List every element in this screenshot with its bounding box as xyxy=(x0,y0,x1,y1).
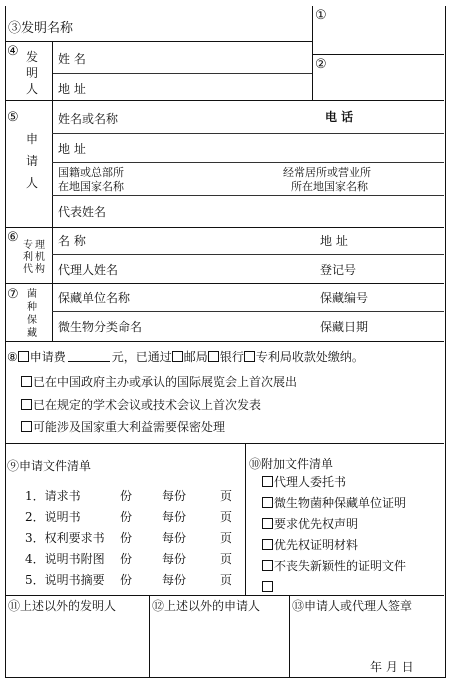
line-after-agency xyxy=(5,283,444,284)
doc-item-copies-unit: 份 xyxy=(120,531,133,545)
applicant-nationality-line1: 国籍或总部所 xyxy=(58,166,124,179)
attachment-label: 要求优先权声明 xyxy=(274,517,359,531)
strain-unit-label: 保藏单位名称 xyxy=(58,291,131,305)
line-after-inventor xyxy=(5,100,444,101)
office-checkbox[interactable] xyxy=(244,351,255,362)
attachment-item xyxy=(262,496,406,510)
doc-item-pages-unit: 页 xyxy=(220,510,233,524)
attachment-label: 微生物菌种保藏单位证明 xyxy=(274,496,407,510)
fee-label: 申请费 xyxy=(29,350,66,364)
attachment-label: 不丧失新颖性的证明文件 xyxy=(274,559,407,573)
doc-item-pages-unit: 页 xyxy=(220,552,233,566)
agent-name-label: 代理人姓名 xyxy=(58,263,119,277)
attachment-checkbox[interactable] xyxy=(262,476,273,487)
fee-amount-blank[interactable] xyxy=(68,351,110,362)
attachment-checkbox[interactable] xyxy=(262,497,273,508)
secrecy-checkbox[interactable] xyxy=(21,421,32,432)
doc-item-label: 3．权利要求书 xyxy=(25,531,105,545)
post-label: 邮局 xyxy=(183,350,208,364)
line-inventor-mid xyxy=(52,73,312,74)
fees-option-1 xyxy=(21,375,297,389)
header-mid-line xyxy=(312,54,444,55)
footer-divider-1 xyxy=(149,595,150,677)
fee-checkbox[interactable] xyxy=(18,351,29,362)
strain-number: ⑦ xyxy=(7,287,19,302)
fees-option-3 xyxy=(21,420,225,434)
attachment-item xyxy=(262,538,358,552)
fees-line-1 xyxy=(7,350,364,364)
attachment-item xyxy=(262,559,406,573)
doc-item-per-copy: 每份 xyxy=(162,510,187,524)
fee-paid-via: 元，已通过 xyxy=(111,350,172,364)
other-inventors-label: ⑪上述以外的发明人 xyxy=(8,599,117,613)
applicant-name-label: 姓名或名称 xyxy=(58,112,119,126)
doc-item-copies-unit: 份 xyxy=(120,573,133,587)
agency-number: ⑥ xyxy=(7,230,19,245)
exhibition-label: 已在中国政府主办或承认的国际展览会上首次展出 xyxy=(33,375,298,389)
doc-item-per-copy: 每份 xyxy=(162,531,187,545)
strain-deposit-no-label: 保藏编号 xyxy=(320,291,369,305)
applicant-residence-line2: 所在地国家名称 xyxy=(291,180,368,193)
inventor-vertical-label: 发明人 xyxy=(25,50,38,96)
doc-item-label: 5．说明书摘要 xyxy=(25,573,105,587)
footer-divider-2 xyxy=(289,595,290,677)
inventor-label-divider xyxy=(52,41,53,100)
line-after-strain xyxy=(5,341,444,342)
applicant-vertical-label: 申请人 xyxy=(25,132,38,190)
field-1-number: ① xyxy=(315,8,327,23)
doc-item-pages-unit: 页 xyxy=(220,489,233,503)
doc-item-per-copy: 每份 xyxy=(162,573,187,587)
inventor-number: ④ xyxy=(7,44,19,59)
attachment-checkbox[interactable] xyxy=(262,560,273,571)
doc-item-pages-unit: 页 xyxy=(220,573,233,587)
header-divider xyxy=(312,6,313,100)
line-strain-1 xyxy=(52,311,444,312)
attachment-checkbox[interactable] xyxy=(262,581,273,592)
line-applicant-3 xyxy=(52,195,444,196)
line-applicant-1 xyxy=(52,133,444,134)
attachment-item xyxy=(262,475,346,489)
doc-item-copies-unit: 份 xyxy=(120,510,133,524)
attachment-label: 代理人委托书 xyxy=(274,475,347,489)
line-after-applicant xyxy=(5,227,444,228)
field-2-number: ② xyxy=(315,57,327,72)
doc-item-pages-unit: 页 xyxy=(220,531,233,545)
bank-label: 银行 xyxy=(219,350,244,364)
applicant-nationality-line2: 在地国家名称 xyxy=(58,180,124,193)
agency-name-label: 名 称 xyxy=(58,234,86,248)
agency-label-divider xyxy=(52,227,53,341)
doc-item-label: 2．说明书 xyxy=(25,510,81,524)
signature-label: ⑬申请人或代理人签章 xyxy=(292,599,413,613)
line-agency-1 xyxy=(52,254,444,255)
applicant-rep-label: 代表姓名 xyxy=(58,205,107,219)
office-label: 专利局收款处缴纳。 xyxy=(255,350,364,364)
strain-classification-label: 微生物分类命名 xyxy=(58,320,143,334)
applicant-address-label: 地 址 xyxy=(58,142,86,156)
attachment-item xyxy=(262,580,274,594)
exhibition-checkbox[interactable] xyxy=(21,376,32,387)
agency-address-label: 地 址 xyxy=(320,234,348,248)
line-applicant-2 xyxy=(52,162,444,163)
attachment-label: 优先权证明材料 xyxy=(274,538,359,552)
bank-checkbox[interactable] xyxy=(208,351,219,362)
strain-vertical-label: 菌种保藏 xyxy=(27,289,37,339)
line-after-fees xyxy=(5,443,444,444)
applicant-label-divider xyxy=(52,100,53,227)
signature-date: 年 月 日 xyxy=(370,660,414,674)
applicant-number: ⑤ xyxy=(7,110,19,125)
doc-item-per-copy: 每份 xyxy=(162,552,187,566)
attachment-checkbox[interactable] xyxy=(262,518,273,529)
fees-option-2 xyxy=(21,398,261,412)
fees-number: ⑧ xyxy=(7,350,18,364)
doc-item-label: 1．请求书 xyxy=(25,489,81,503)
agency-vertical-col1: 专利代 xyxy=(23,240,33,275)
conference-checkbox[interactable] xyxy=(21,399,32,410)
doc-item-per-copy: 每份 xyxy=(162,489,187,503)
agent-reg-label: 登记号 xyxy=(320,263,357,277)
agency-vertical-col2: 理机构 xyxy=(35,240,45,275)
doc-item-copies-unit: 份 xyxy=(120,489,133,503)
conference-label: 已在规定的学术会议或技术会议上首次发表 xyxy=(33,398,262,412)
invention-title-label: ③发明名称 xyxy=(8,21,74,36)
attachment-checkbox[interactable] xyxy=(262,539,273,550)
docs-title: ⑨申请文件清单 xyxy=(7,459,92,473)
strain-date-label: 保藏日期 xyxy=(320,320,369,334)
applicant-residence-line1: 经常居所或营业所 xyxy=(283,166,371,179)
doc-item-label: 4．说明书附图 xyxy=(25,552,105,566)
inventor-name-label: 姓 名 xyxy=(58,52,86,66)
secrecy-label: 可能涉及国家重大利益需要保密处理 xyxy=(33,420,226,434)
docs-divider xyxy=(245,443,246,595)
applicant-phone-label: 电 话 xyxy=(325,110,354,124)
post-checkbox[interactable] xyxy=(172,351,183,362)
doc-item-copies-unit: 份 xyxy=(120,552,133,566)
attachment-item xyxy=(262,517,358,531)
inventor-address-label: 地 址 xyxy=(58,82,86,96)
attachments-title: ⑩附加文件清单 xyxy=(249,457,334,471)
line-after-docs xyxy=(5,595,444,596)
other-applicants-label: ⑫上述以外的申请人 xyxy=(152,599,261,613)
